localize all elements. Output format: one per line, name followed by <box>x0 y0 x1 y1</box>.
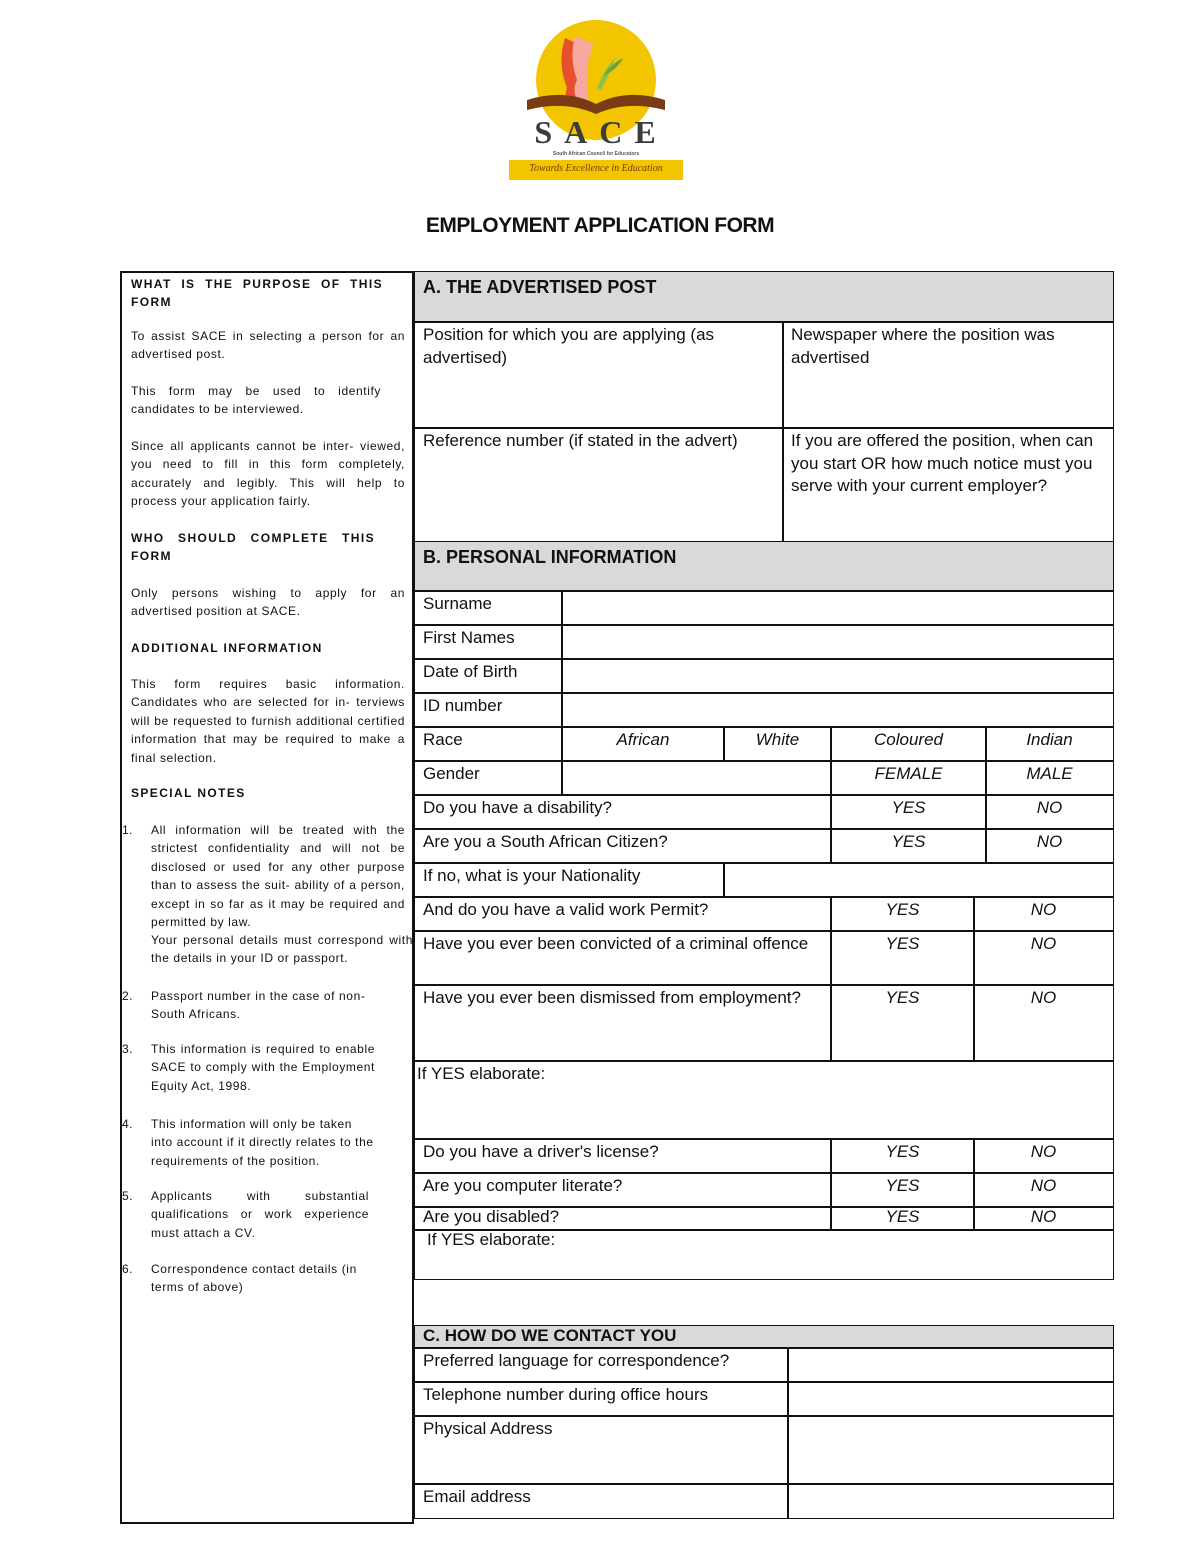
id-number-input[interactable] <box>561 692 1114 728</box>
position-field[interactable]: Position for which you are applying (as advertised) <box>414 321 784 429</box>
note-text: Passport number in the case of non- South Africans. <box>151 989 366 1022</box>
work-permit-yes[interactable]: YES <box>830 896 975 932</box>
sace-emblem-icon <box>505 18 687 183</box>
dismissed-no[interactable]: NO <box>973 984 1114 1062</box>
section-c-header: C. HOW DO WE CONTACT YOU <box>414 1325 1114 1349</box>
note-text-extra: Your personal details must correspond with the details in your ID or passport. <box>151 933 413 966</box>
first-names-label: First Names <box>414 624 563 660</box>
language-label: Preferred language for correspondence? <box>414 1347 789 1383</box>
disabled-yes[interactable]: YES <box>830 1206 975 1231</box>
note-number: 3. <box>122 1042 134 1056</box>
note-number: 4. <box>122 1117 134 1131</box>
disability-no[interactable]: NO <box>985 794 1114 830</box>
email-label: Email address <box>414 1483 789 1519</box>
computer-literate-question: Are you computer literate? <box>414 1172 832 1208</box>
start-notice-field[interactable]: If you are offered the position, when can you start OR how much notice must you serve with your current employer? <box>782 427 1114 543</box>
convicted-no[interactable]: NO <box>973 930 1114 986</box>
elaborate-field-2[interactable]: If YES elaborate: <box>414 1229 1114 1280</box>
id-number-label: ID number <box>414 692 563 728</box>
logo-wordmark: SACE <box>534 114 668 150</box>
citizen-no[interactable]: NO <box>985 828 1114 864</box>
address-input[interactable] <box>787 1415 1114 1485</box>
disabled-no[interactable]: NO <box>973 1206 1114 1231</box>
surname-input[interactable] <box>561 590 1114 626</box>
gender-blank <box>561 760 832 796</box>
language-input[interactable] <box>787 1347 1114 1383</box>
section-a-header: A. THE ADVERTISED POST <box>414 271 1114 323</box>
additional-text: This form requires basic information. Candidates who are selected for in- terviews will be requested to furnish additional certified information that may be required to make a final selection. <box>131 677 405 765</box>
notes-heading: SPECIAL NOTES <box>131 786 246 800</box>
section-b-header: B. PERSONAL INFORMATION <box>414 541 1114 592</box>
surname-label: Surname <box>414 590 563 626</box>
additional-heading: ADDITIONAL INFORMATION <box>131 641 323 655</box>
logo-motto: Towards Excellence in Education <box>529 163 663 174</box>
note-text: This information is required to enable SACE to comply with the Employment Equity Act, 1998. <box>151 1042 375 1093</box>
work-permit-no[interactable]: NO <box>973 896 1114 932</box>
disabled-question: Are you disabled? <box>414 1206 832 1231</box>
drivers-license-yes[interactable]: YES <box>830 1138 975 1174</box>
drivers-license-no[interactable]: NO <box>973 1138 1114 1174</box>
note-text: Correspondence contact details (in terms of above) <box>151 1262 357 1295</box>
sace-logo <box>505 18 687 183</box>
computer-literate-no[interactable]: NO <box>973 1172 1114 1208</box>
dob-input[interactable] <box>561 658 1114 694</box>
citizen-question: Are you a South African Citizen? <box>414 828 832 864</box>
gender-option-male[interactable]: MALE <box>985 760 1114 796</box>
dismissed-question: Have you ever been dismissed from employment? <box>414 984 832 1062</box>
nationality-input[interactable] <box>723 862 1114 898</box>
purpose-text-1: To assist SACE in selecting a person for an advertised post. <box>131 329 405 362</box>
purpose-text-3: Since all applicants cannot be inter- viewed, you need to fill in this form completely, accurately and legibly. This will help to process your application fairly. <box>131 439 405 509</box>
note-text: All information will be treated with the strictest confidentiality and will not be disclosed or used for any other purpose than to assess the suit- ability of a person, except in so far as it may be required and permitted by law. <box>151 823 405 930</box>
race-option-coloured[interactable]: Coloured <box>830 726 987 762</box>
note-text: Applicants with substantial qualifications or work experience must attach a CV. <box>151 1189 369 1240</box>
note-number: 6. <box>122 1262 134 1276</box>
computer-literate-yes[interactable]: YES <box>830 1172 975 1208</box>
telephone-label: Telephone number during office hours <box>414 1381 789 1417</box>
convicted-yes[interactable]: YES <box>830 930 975 986</box>
race-option-white[interactable]: White <box>723 726 832 762</box>
note-text: This information will only be taken into account if it directly relates to the requirements of the position. <box>151 1117 374 1168</box>
address-label: Physical Address <box>414 1415 789 1485</box>
race-option-indian[interactable]: Indian <box>985 726 1114 762</box>
race-option-african[interactable]: African <box>561 726 725 762</box>
logo-tagline: South African Council for Educators <box>552 151 640 157</box>
email-input[interactable] <box>787 1483 1114 1519</box>
note-number: 1. <box>122 823 134 837</box>
first-names-input[interactable] <box>561 624 1114 660</box>
citizen-yes[interactable]: YES <box>830 828 987 864</box>
race-label: Race <box>414 726 563 762</box>
page-title: EMPLOYMENT APPLICATION FORM <box>425 214 775 237</box>
note-number: 5. <box>122 1189 134 1203</box>
reference-number-field[interactable]: Reference number (if stated in the advert) <box>414 427 784 543</box>
purpose-text-2: This form may be used to identify candidates to be interviewed. <box>131 384 381 417</box>
nationality-label: If no, what is your Nationality <box>414 862 725 898</box>
who-text: Only persons wishing to apply for an advertised position at SACE. <box>131 586 405 619</box>
who-heading: WHO SHOULD COMPLETE THIS FORM <box>131 531 375 564</box>
gender-label: Gender <box>414 760 563 796</box>
work-permit-question: And do you have a valid work Permit? <box>414 896 832 932</box>
purpose-heading: WHAT IS THE PURPOSE OF THIS FORM <box>131 277 383 310</box>
convicted-question: Have you ever been convicted of a criminal offence <box>414 930 832 986</box>
newspaper-field[interactable]: Newspaper where the position was advertised <box>782 321 1114 429</box>
disability-question: Do you have a disability? <box>414 794 832 830</box>
drivers-license-question: Do you have a driver's license? <box>414 1138 832 1174</box>
note-number: 2. <box>122 989 134 1003</box>
dismissed-yes[interactable]: YES <box>830 984 975 1062</box>
disability-yes[interactable]: YES <box>830 794 987 830</box>
gender-option-female[interactable]: FEMALE <box>830 760 987 796</box>
dob-label: Date of Birth <box>414 658 563 694</box>
elaborate-field-1[interactable]: If YES elaborate: <box>414 1060 1114 1140</box>
telephone-input[interactable] <box>787 1381 1114 1417</box>
